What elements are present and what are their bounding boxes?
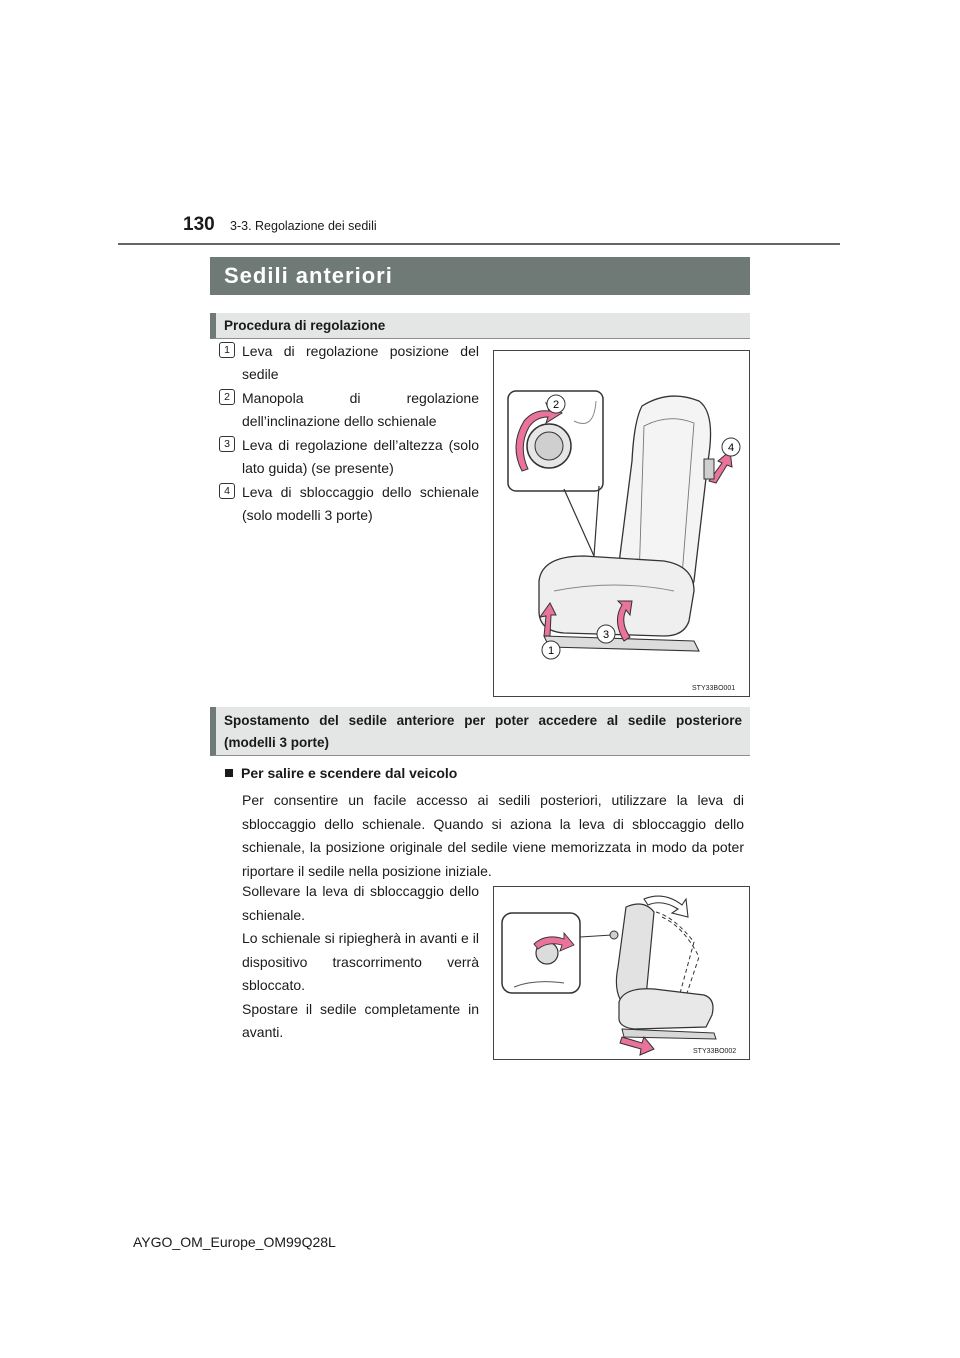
seat-rail [544,636,699,651]
callout-4 [722,438,740,456]
footer-document-id: AYGO_OM_Europe_OM99Q28L [133,1234,336,1250]
seat-adjustment-figure [493,350,750,697]
seat-cushion [619,989,713,1029]
item-label-4: Leva di sbloccaggio dello schienale (solo modelli 3 porte) [242,484,479,523]
bullet-heading-text: Per salire e scendere dal veicolo [241,765,458,781]
header-divider [118,243,840,245]
seat-fold-illustration [494,887,749,1059]
cushion-shape [539,556,694,636]
svg-text:2: 2 [552,399,560,411]
steps-paragraph: Sollevare la leva di sbloccaggio dello schienale. Lo schienale si ripiegherà in avanti e il dispositivo trascorrimento verrà sbloccato. Spostare il sedile completamente in avanti. [242,883,479,1040]
item-number-2: 2 [219,389,235,405]
intro-paragraph: Per consentire un facile accesso ai sedili posteriori, utilizzare la leva di sbloccaggio dello schienale. Quando si aziona la leva di sbloccaggio dello schienale, la posizione originale del sedile viene memorizzata in modo da poter riportare il sedile nella posizione iniziale. [242,792,744,879]
callout-3 [597,625,615,643]
seat-illustration [494,351,749,696]
section-heading-rear-access: Spostamento del sedile anteriore per poter accedere al sedile posteriore (modelli 3 porte) [210,707,750,756]
section-heading-adjustment: Procedura di regolazione [210,313,750,339]
svg-text:4: 4 [727,442,735,454]
bullet-square-icon [225,769,233,777]
page-number: 130 [183,214,215,235]
callout-1 [542,641,560,659]
slide-forward-arrow-icon [620,1037,654,1055]
figure-code-2: STY33BO002 [693,1048,737,1055]
item-label-3: Leva di regolazione dell’altezza (solo lato guida) (se presente) [242,437,479,476]
figure-code-1: STY33BO001 [692,685,736,692]
svg-text:1: 1 [547,645,555,657]
callout-2 [547,395,565,413]
bullet-heading [225,765,457,781]
item-number-3: 3 [219,436,235,452]
item-label-2: Manopola di regolazione dell’inclinazione dello schienale [242,390,479,429]
item-number-1: 1 [219,342,235,358]
page-title: Sedili anteriori [210,257,750,295]
item-label-1: Leva di regolazione posizione del sedile [242,343,479,382]
seat-fold-figure [493,886,750,1060]
section-reference: 3-3. Regolazione dei sedili [230,219,377,233]
item-number-4: 4 [219,483,235,499]
svg-text:3: 3 [602,629,610,641]
